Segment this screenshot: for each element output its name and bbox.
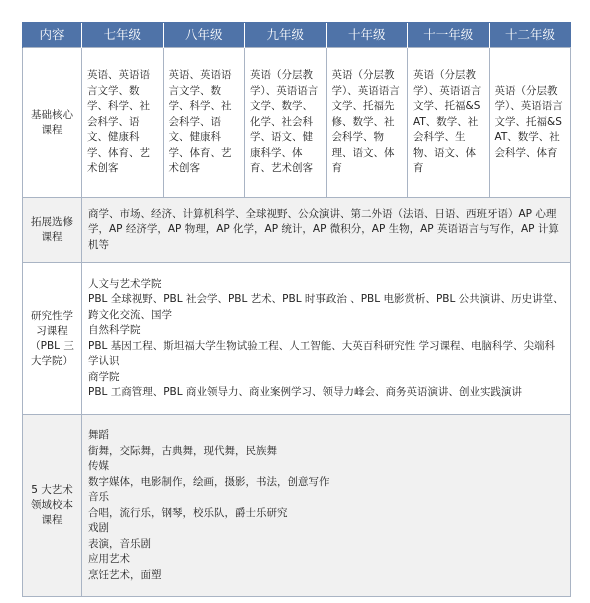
electives-label: 拓展选修课程: [23, 198, 82, 263]
arts-drama-title: 戏剧: [88, 522, 109, 534]
core-grade-11: 英语（分层教学）、英语语言文学、托福&SAT、数学、社会科学、生物、语文、体育: [408, 48, 490, 198]
electives-row: [23, 198, 571, 263]
header-grade-9: 九年级: [245, 23, 327, 48]
arts-media-title: 传媒: [88, 460, 109, 472]
header-grade-8: 八年级: [163, 23, 245, 48]
core-grade-12: 英语（分层教学）、英语语言文学、托福&SAT、数学、社会科学、体育: [489, 48, 571, 198]
pbl-business-courses: PBL 工商管理、PBL 商业领导力、商业案例学习、领导力峰会、商务英语演讲、创业实践演讲: [88, 386, 522, 398]
arts-dance-courses: 街舞，交际舞，古典舞，现代舞，民族舞: [88, 444, 277, 457]
pbl-humanities-courses: PBL 全球视野、PBL 社会学、PBL 艺术、PBL 时事政治 、PBL 电影赏析、PBL 公共演讲、历史讲堂、跨文化交流、国学: [88, 293, 564, 321]
core-grade-7: 英语、英语语言文学、数学、科学、社会科学、语文、健康科学、体育、艺术创客: [82, 48, 164, 198]
header-grade-10: 十年级: [326, 23, 408, 48]
arts-content: [82, 415, 571, 597]
arts-dance-title: 舞蹈: [88, 429, 109, 441]
header-content: 内容: [23, 23, 82, 48]
pbl-label: 研究性学习课程（PBL 三大学院）: [23, 263, 82, 415]
pbl-science-title: 自然科学院: [88, 324, 141, 336]
curriculum-table-wrapper: [22, 22, 570, 597]
header-grade-11: 十一年级: [408, 23, 490, 48]
header-grade-12: 十二年级: [489, 23, 571, 48]
header-row: [23, 23, 571, 48]
arts-music-title: 音乐: [88, 491, 109, 503]
core-courses-row: [23, 48, 571, 198]
pbl-science-courses: PBL 基因工程、斯坦福大学生物试验工程、人工智能、大英百科研究性 学习课程、电脑科学、尖端科学认识: [88, 339, 556, 367]
arts-media-courses: 数字媒体，电影制作，绘画，摄影，书法，创意写作: [88, 475, 330, 488]
core-grade-10: 英语（分层教学）、英语语言文学、托福先修、数学、社会科学、物理、语文、体育: [326, 48, 408, 198]
arts-applied-courses: 烹饪艺术，面塑: [88, 568, 162, 581]
core-courses-label: 基础核心课程: [23, 48, 82, 198]
pbl-content: [82, 263, 571, 415]
core-grade-9: 英语（分层教学）、英语语言文学、数学、化学、社会科学、语文、健康科学、体育、艺术创客: [245, 48, 327, 198]
arts-row: [23, 415, 571, 597]
arts-label: 5 大艺术领域校本课程: [23, 415, 82, 597]
pbl-row: [23, 263, 571, 415]
electives-content: 商学、市场、经济、计算机科学、全球视野、公众演讲、第二外语（法语、日语、西班牙语）AP 心理学，AP 经济学，AP 物理，AP 化学，AP 统计，AP 微积分，AP 生物，AP 英语语言与写作，AP 计算机等: [82, 198, 571, 263]
arts-music-courses: 合唱，流行乐，钢琴，校乐队，爵士乐研究: [88, 506, 288, 519]
core-grade-8: 英语、英语语言文学、数学、科学、社会科学、语文、健康科学、体育、艺术创客: [163, 48, 245, 198]
arts-drama-courses: 表演，音乐剧: [88, 537, 151, 550]
pbl-business-title: 商学院: [88, 370, 120, 383]
arts-applied-title: 应用艺术: [88, 553, 130, 565]
header-grade-7: 七年级: [82, 23, 164, 48]
curriculum-table: [22, 22, 571, 597]
pbl-humanities-title: 人文与艺术学院: [88, 277, 162, 290]
